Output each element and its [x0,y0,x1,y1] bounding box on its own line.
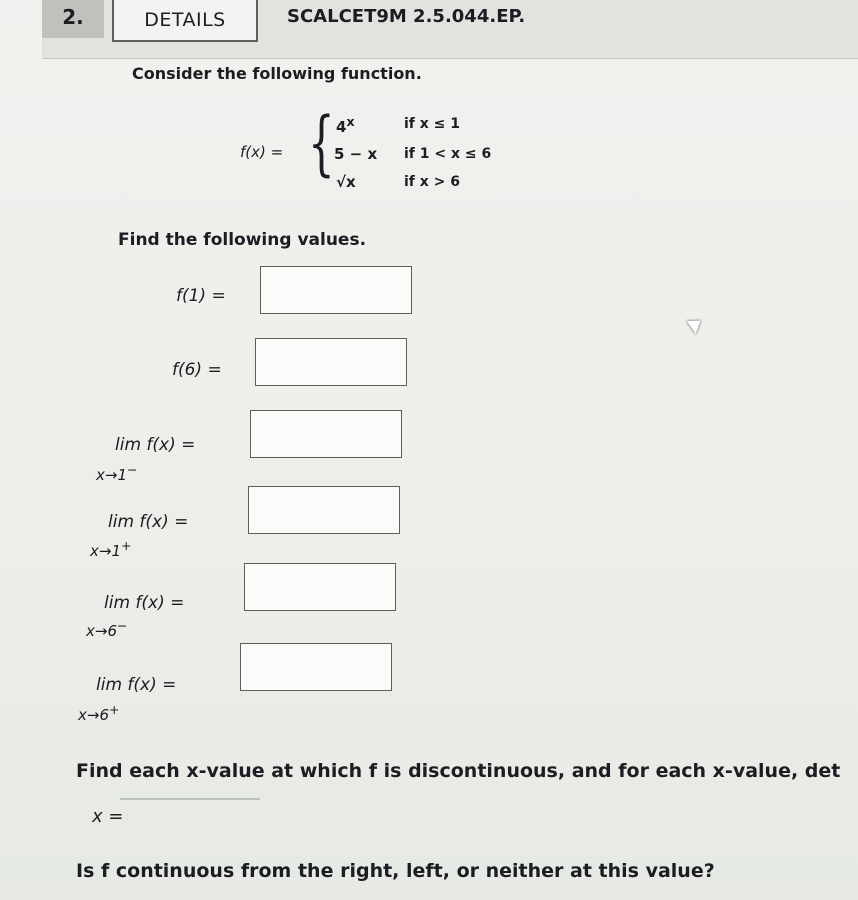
limit-6-minus-label: lim f(x) = [104,593,185,613]
limit-1-minus-label: lim f(x) = [115,435,196,455]
mouse-pointer-icon [686,314,705,334]
continuity-question: Is f continuous from the right, left, or neither at this value? [76,860,715,882]
limit-1-minus-field[interactable] [250,410,402,458]
limit-1-plus-field[interactable] [248,486,400,534]
limit-6-minus-approach: x→6 [86,622,117,640]
piece-1 [336,114,355,136]
piece-1-exponent: x [346,114,355,129]
discontinuity-prompt: Find each x-value at which f is discontinuous, and for each x-value, det [76,760,841,782]
piece-2: 5 − x [334,145,378,163]
x-label: x = [92,806,124,827]
limit-6-plus-label: lim f(x) = [96,675,177,695]
f1-answer-field[interactable] [260,266,412,314]
limit-1-plus-label: lim f(x) = [108,512,189,532]
piece-3: √x [336,173,356,191]
limit-6-minus-field[interactable] [244,563,396,611]
limit-1-plus-approach: x→1 [90,542,121,560]
f1-label: f(1) = [176,286,226,306]
x-value-field[interactable] [120,784,260,800]
question-number: 2. [42,0,104,38]
piece-1-condition: if x ≤ 1 [404,116,461,132]
piece-2-condition: if 1 < x ≤ 6 [404,146,492,162]
limit-6-plus-side: + [109,702,120,717]
limit-1-minus-side: − [127,462,138,477]
limit-6-plus-field[interactable] [240,643,392,691]
piecewise-brace: { [308,102,335,184]
limit-6-minus-side: − [117,618,128,633]
piece-1-base: 4 [336,118,347,136]
find-prompt: Find the following values. [118,230,367,250]
function-label: f(x) = [240,143,284,161]
details-tab[interactable]: DETAILS [112,0,258,42]
limit-1-minus-approach: x→1 [96,466,127,484]
piece-3-condition: if x > 6 [404,174,461,190]
limit-6-minus-subscript [86,618,127,640]
f6-answer-field[interactable] [255,338,407,386]
function-intro: Consider the following function. [132,64,422,83]
limit-1-minus-subscript [96,462,137,484]
limit-1-plus-side: + [121,538,132,553]
limit-6-plus-approach: x→6 [78,706,109,724]
question-header [42,0,858,59]
f6-label: f(6) = [172,360,222,380]
limit-1-plus-subscript [90,538,131,560]
limit-6-plus-subscript [78,702,119,724]
question-code: SCALCET9M 2.5.044.EP. [287,6,526,27]
